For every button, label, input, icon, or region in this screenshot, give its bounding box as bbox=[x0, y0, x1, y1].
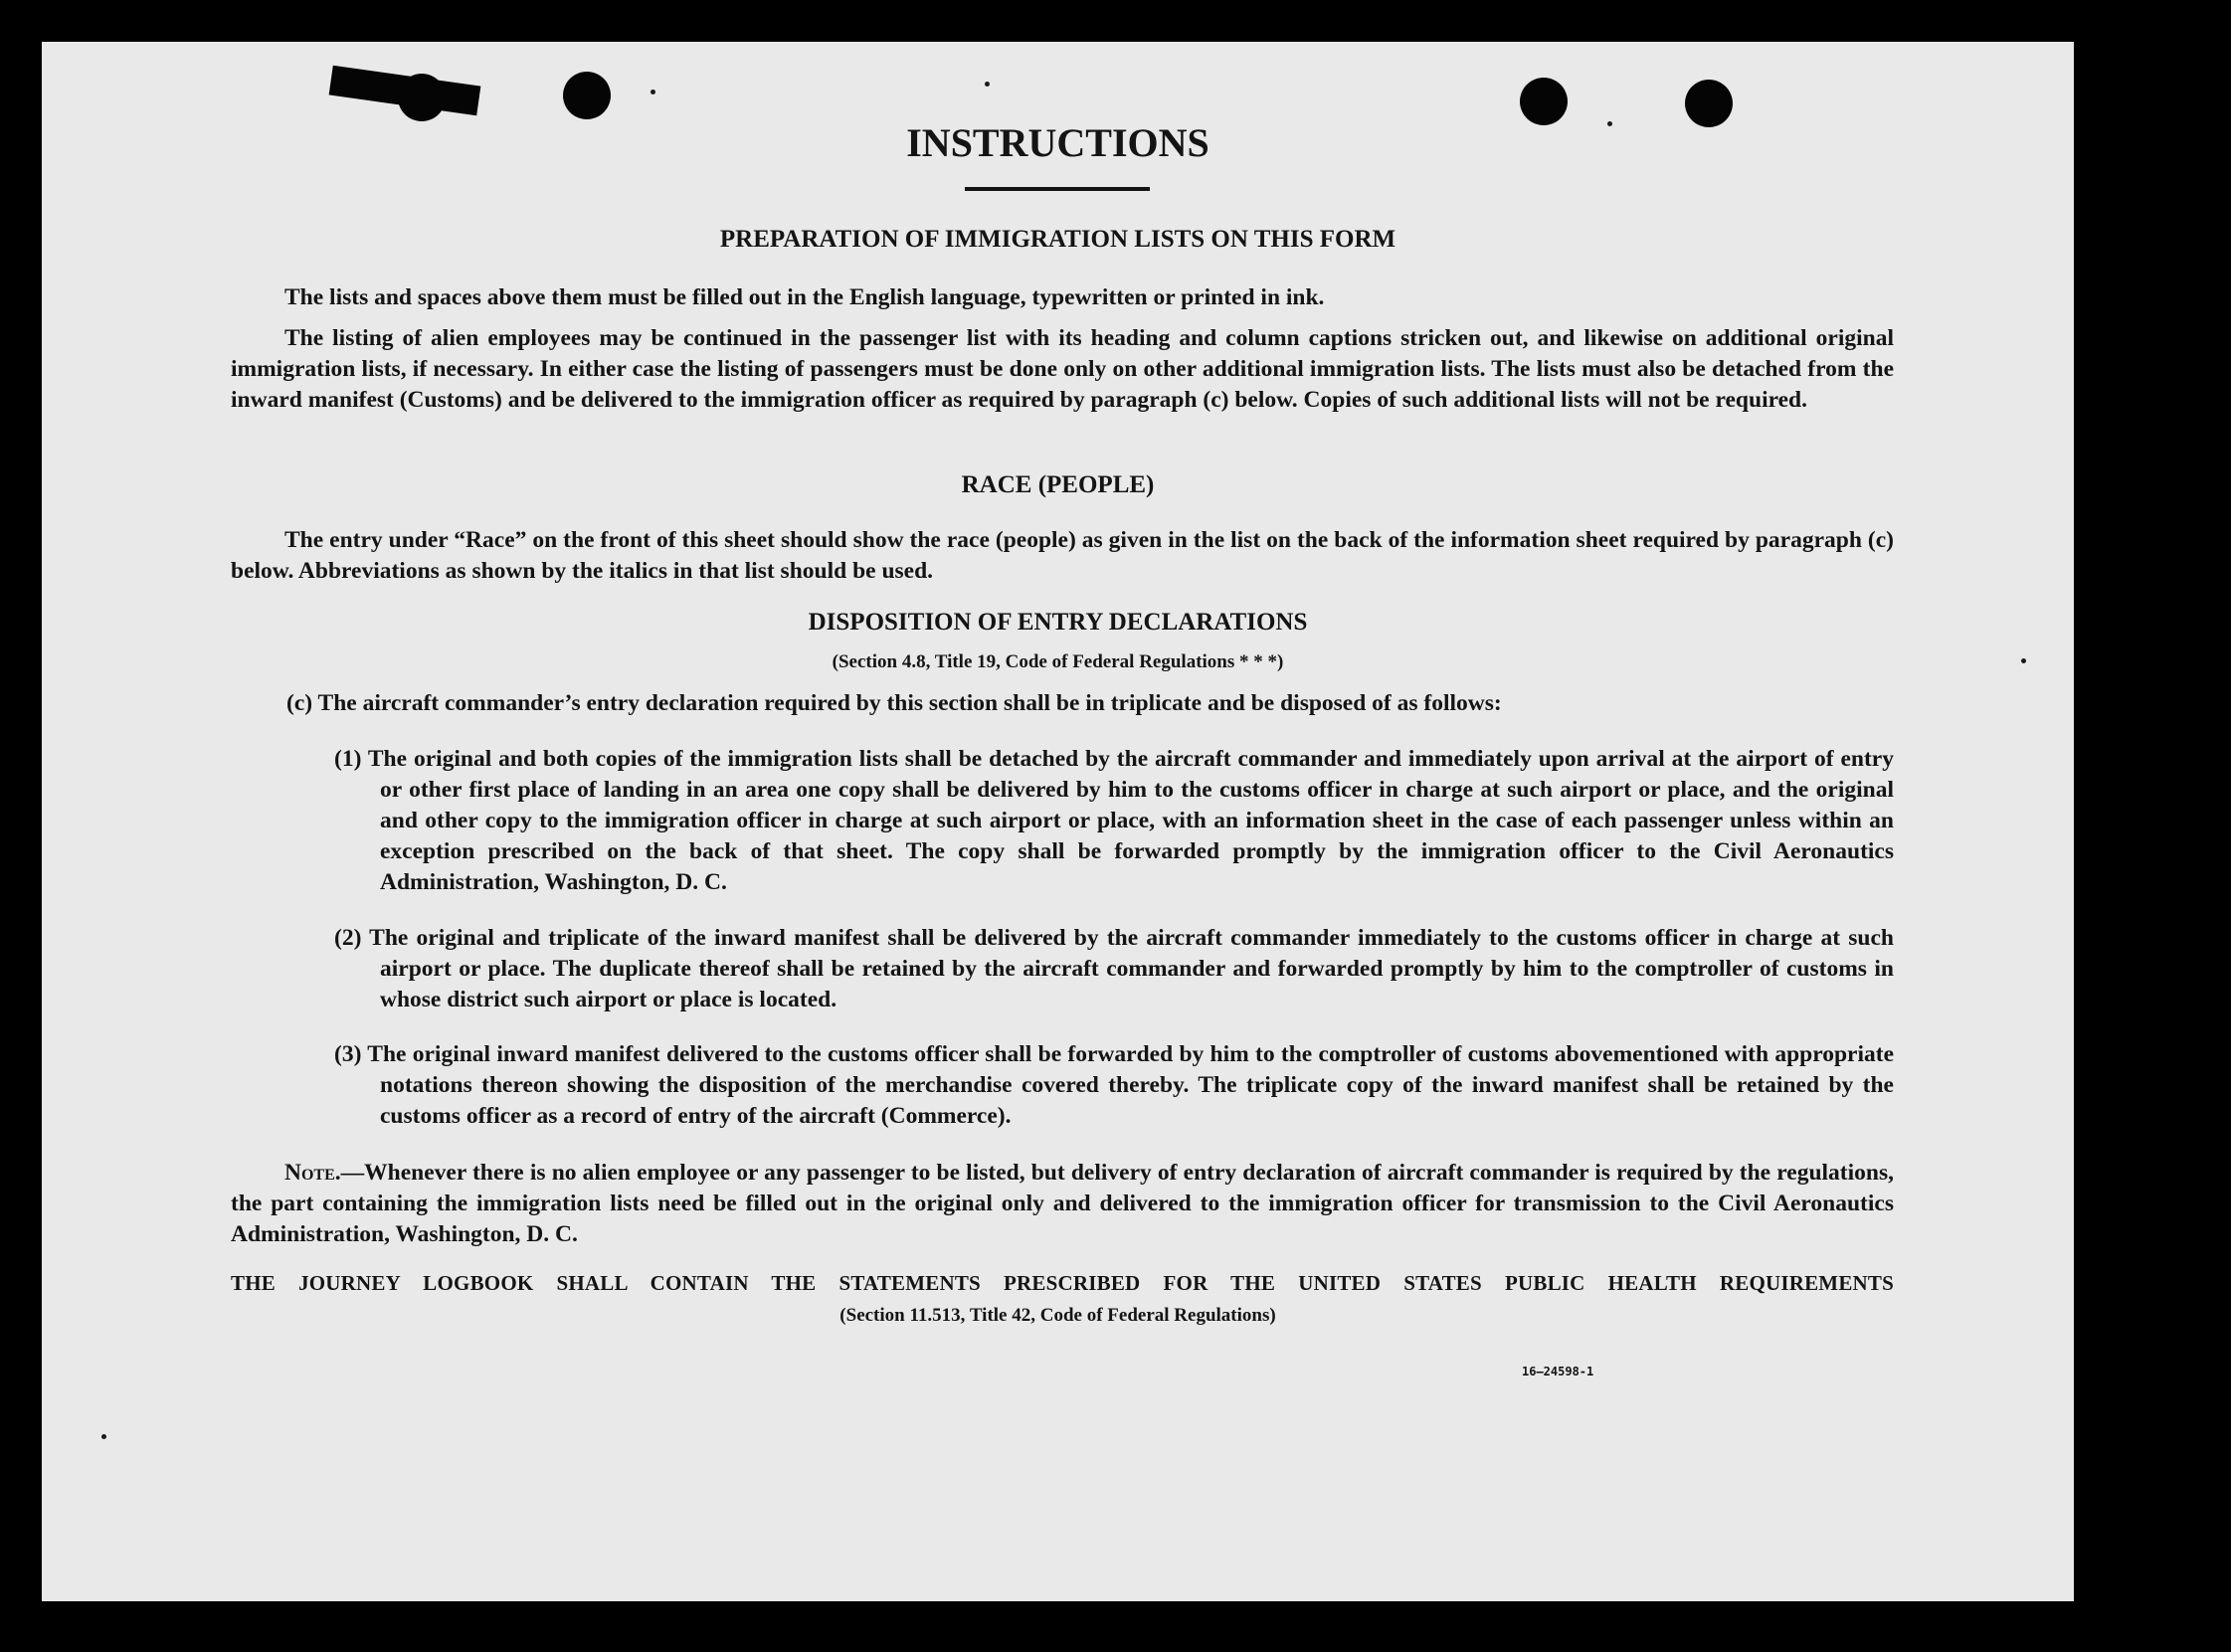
paragraph-c-intro: (c) The aircraft commander’s entry declaration required by this section shall be in triplicate and be disposed of as follows: bbox=[286, 690, 1502, 716]
list-item-3: (3) The original inward manifest delivered to the customs officer shall be forwarded by him to the comptroller of customs abovementioned with appropriate notations thereon showing the disposition of the merchandise covered thereby. The triplicate copy of the inward manifest shall be retained by the customs officer as a record of entry of the aircraft (Commerce). bbox=[334, 1041, 1894, 1129]
paragraph-language: The lists and spaces above them must be filled out in the English language, typewritten or printed in ink. bbox=[284, 284, 1325, 310]
list-item-1: (1) The original and both copies of the immigration lists shall be detached by the aircraft commander and immediately upon arrival at the airport of entry or other first place of landing in an area one copy shall be delivered by him to the customs officer in charge at such airport or place, and the original and other copy to the immigration officer in charge at such airport or place, with an information sheet in the case of each passenger unless within an exception prescribed on the back of that sheet. The copy shall be forwarded promptly by the immigration officer to the Civil Aeronautics Administration, Washington, D. C. bbox=[334, 746, 1894, 895]
document-page bbox=[42, 42, 2074, 1601]
logbook-statement: THE JOURNEY LOGBOOK SHALL CONTAIN THE STATEMENTS PRESCRIBED FOR THE UNITED STATES PUBLIC HEALTH REQUIREMENTS bbox=[231, 1271, 1894, 1295]
speck bbox=[651, 90, 655, 94]
section-heading-disposition: DISPOSITION OF ENTRY DECLARATIONS bbox=[808, 609, 1308, 636]
section-heading-race: RACE (PEOPLE) bbox=[961, 471, 1155, 498]
speck bbox=[985, 82, 990, 87]
note-label: Note. bbox=[284, 1160, 341, 1186]
section-heading-preparation: PREPARATION OF IMMIGRATION LISTS ON THIS FORM bbox=[719, 226, 1396, 253]
paragraph-race-entry: The entry under “Race” on the front of this sheet should show the race (people) as given in the list on the back of the information sheet required by paragraph (c) below. Abbreviations as shown by the italics in that list should be used. bbox=[231, 527, 1894, 584]
note-paragraph bbox=[231, 1158, 1894, 1250]
form-number: 16—24598-1 bbox=[1522, 1365, 1594, 1378]
logbook-reference: (Section 11.513, Title 42, Code of Federal Regulations) bbox=[839, 1305, 1276, 1326]
title-underline bbox=[965, 187, 1150, 191]
list-item-2: (2) The original and triplicate of the inward manifest shall be delivered by the aircraft commander immediately to the customs officer in charge at such airport or place. The duplicate thereof shall be retained by the aircraft commander and forwarded promptly by him to the comptroller of customs in whose district such airport or place is located. bbox=[334, 925, 1894, 1012]
page-title: INSTRUCTIONS bbox=[906, 120, 1209, 165]
punch-hole bbox=[1520, 78, 1568, 125]
speck bbox=[101, 1434, 106, 1439]
note-text: —Whenever there is no alien employee or any passenger to be listed, but delivery of entry declaration of aircraft commander is required by the regulations, the part containing the immigration lists need be filled out in the original only and delivered to the immigration officer for transmission to the Civil Aeronautics Administration, Washington, D. C. bbox=[231, 1160, 1894, 1247]
punch-hole bbox=[398, 74, 446, 121]
punch-hole bbox=[563, 72, 611, 119]
paragraph-alien-employees: The listing of alien employees may be continued in the passenger list with its heading and column captions stricken out, and likewise on additional original immigration lists, if necessary. In either case the listing of passengers must be done only on other additional immigration lists. The lists must also be detached from the inward manifest (Customs) and be delivered to the immigration officer as required by paragraph (c) below. Copies of such additional lists will not be required. bbox=[231, 325, 1894, 413]
section-reference: (Section 4.8, Title 19, Code of Federal Regulations * * *) bbox=[832, 651, 1284, 672]
